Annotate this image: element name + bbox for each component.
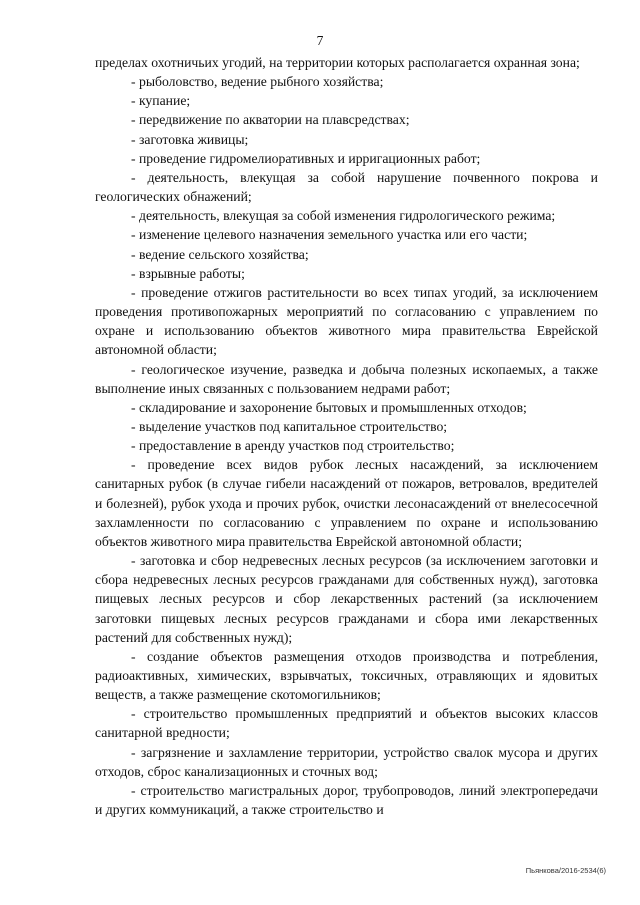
list-item-bathing: - купание; — [131, 93, 191, 109]
list-item-hazardous-waste: - создание объектов размещения отходов производства и потребления, радиоактивных, химических, взрывчатых, токсичных, отравляющих и ядовитых веществ, а также размещение скотомогильников; — [95, 648, 598, 703]
list-item-land-purpose: - изменение целевого назначения земельного участка или его части; — [131, 227, 528, 243]
list-item-forest-resources: - заготовка и сбор недревесных лесных ресурсов (за исключением заготовки и сбора недревесных лесных ресурсов гражданами для собственных нужд), заготовка пищевых лесных ресурсов и сбор лекарственных растений (за исключением заготовки пищевых лесных ресурсов гражданами и сбора ими лекарственных растений для собственных нужд); — [95, 553, 598, 645]
list-item-fishing: - рыболовство, ведение рыбного хозяйства; — [131, 74, 384, 90]
list-item-soil-damage: - деятельность, влекущая за собой нарушение почвенного покрова и геологических обнажений; — [95, 169, 598, 205]
list-item-industrial: - строительство промышленных предприятий и объектов высоких классов санитарной вредности; — [95, 706, 598, 741]
list-item-burning: - проведение отжигов растительности во всех типах угодий, за исключением проведения противопожарных мероприятий по согласованию с управлением по охране и использованию объектов животного мира правительства Еврейской автономной области; — [95, 284, 598, 358]
list-item-boating: - передвижение по акватории на плавсредствах; — [131, 112, 410, 128]
footer-code: Пьянкова/2016-2534(6) — [525, 866, 606, 875]
list-item-lease: - предоставление в аренду участков под строительство; — [131, 438, 455, 454]
list-item-infrastructure: - строительство магистральных дорог, трубопроводов, линий электропередачи и других коммуникаций, а также строительство и — [95, 782, 598, 818]
document-body — [95, 53, 598, 819]
list-item-blasting: - взрывные работы; — [131, 265, 245, 281]
list-item-resin: - заготовка живицы; — [131, 131, 249, 147]
list-item-melioration: - проведение гидромелиоративных и ирригационных работ; — [131, 150, 481, 166]
paragraph-continuation: пределах охотничьих угодий, на территории которых располагается охранная зона; — [95, 55, 580, 70]
list-item-logging: - проведение всех видов рубок лесных насаждений, за исключением санитарных рубок (в случае гибели насаждений от пожаров, ветровалов, вредителей и болезней), рубок ухода и прочих рубок, очистки лесонасаждений от внелесосечной захламленности по согласованию с управлением по охране и использованию объектов животного мира правительства Еврейской автономной области; — [95, 457, 598, 549]
list-item-mining: - геологическое изучение, разведка и добыча полезных ископаемых, а также выполнение иных связанных с пользованием недрами работ; — [95, 361, 598, 396]
list-item-agriculture: - ведение сельского хозяйства; — [131, 246, 309, 262]
list-item-waste-storage: - складирование и захоронение бытовых и промышленных отходов; — [131, 399, 527, 415]
list-item-hydrology: - деятельность, влекущая за собой изменения гидрологического режима; — [131, 208, 556, 224]
list-item-construction-plots: - выделение участков под капитальное строительство; — [131, 418, 448, 434]
page-number: 7 — [316, 33, 324, 48]
list-item-pollution: - загрязнение и захламление территории, устройство свалок мусора и других отходов, сброс канализационных и сточных вод; — [95, 744, 598, 779]
